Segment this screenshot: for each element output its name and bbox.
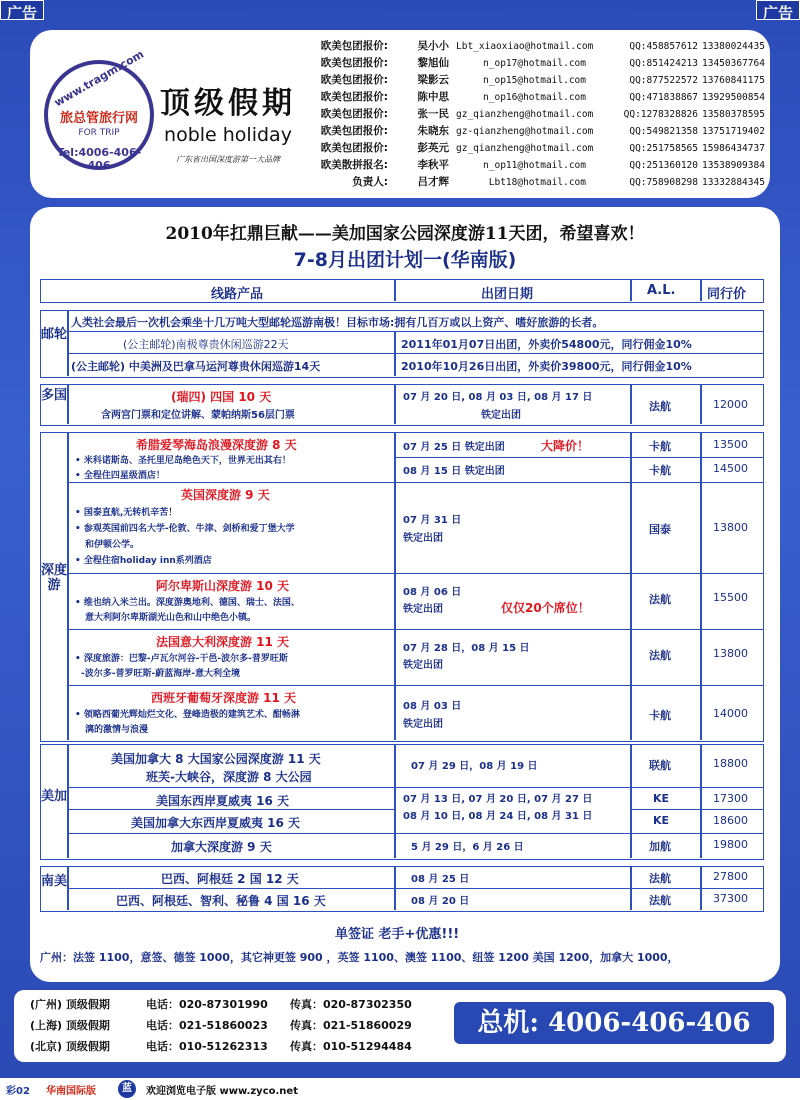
- greece-b2: • 全程住四星级酒店！: [75, 471, 165, 481]
- sp-b1: • 领略西葡光辉灿烂文化、登峰造极的建筑艺术、酣畅淋: [75, 710, 300, 720]
- hotline-banner: 总机: 4006-406-406: [454, 1002, 774, 1044]
- logo-url: www.tragm.com: [51, 47, 147, 110]
- contact-qq: QQ:251758565: [629, 143, 698, 154]
- contact-role: 负责人:: [352, 176, 388, 188]
- alps-note: 仅仅20个席位！: [501, 601, 590, 615]
- contact-email[interactable]: n_op16@hotmail.com: [483, 92, 586, 103]
- uk-d2: 铁定出团: [403, 533, 443, 544]
- sp-b2: 漓的激情与浪漫: [85, 725, 149, 735]
- alps-b1: • 维也纳入米兰出。深度游奥地利、德国、瑞士、法国、: [75, 598, 300, 608]
- logo-badge: [44, 47, 154, 172]
- main-card: [30, 207, 780, 982]
- footer-section: 华南国际版: [46, 1086, 96, 1097]
- contact-row: [298, 157, 768, 174]
- contact-qq: QQ:1278328826: [623, 109, 698, 120]
- contact-role: 欧美包团报价:: [320, 108, 388, 120]
- ad-label-right: 广告: [756, 0, 800, 20]
- contact-phone: 13332884345: [702, 177, 765, 188]
- header-date: 出团日期: [481, 287, 534, 302]
- usca-r1-sub: 班芙-大峡谷，深度游 8 大公园: [146, 770, 312, 784]
- contact-name: 彭英元: [417, 142, 449, 154]
- contact-row: [298, 106, 768, 123]
- visa-title: 单签证 老手+优惠!!!: [335, 927, 460, 942]
- contact-role: 欧美包团报价:: [320, 125, 388, 137]
- contact-email[interactable]: n_op15@hotmail.com: [483, 75, 586, 86]
- brand-cn: 顶级假期: [160, 86, 296, 121]
- usca-r4-name: 加拿大深度游 9 天: [171, 840, 272, 854]
- fi-p: 13800: [713, 647, 748, 660]
- cruise-row2-name: (公主邮轮) 中美洲及巴拿马运河尊贵休闲巡游14天: [71, 360, 321, 373]
- contact-row: [298, 72, 768, 89]
- page-footer: [0, 1078, 800, 1100]
- contact-role: 欧美包团报价:: [320, 57, 388, 69]
- contact-row: [298, 38, 768, 55]
- usca-r1-al: 联航: [649, 759, 671, 772]
- contact-qq: QQ:877522572: [629, 75, 698, 86]
- usca-r4-al: 加航: [649, 840, 671, 853]
- fi-d2: 铁定出团: [403, 660, 443, 671]
- footer-text: 欢迎浏览电子版 www.zyco.net: [146, 1086, 298, 1097]
- contact-name: 梁影云: [417, 74, 449, 86]
- brand: [158, 78, 298, 165]
- contact-qq: QQ:458857612: [629, 41, 698, 52]
- contact-qq: QQ:758908298: [629, 177, 698, 188]
- contact-list: [298, 38, 768, 191]
- contact-email[interactable]: Lbt_xiaoxiao@hotmail.com: [456, 41, 594, 52]
- usca-r3-date: 08 月 10 日, 08 月 24 日, 08 月 31 日: [403, 811, 593, 822]
- alps-p: 15500: [713, 591, 748, 604]
- brand-en: noble holiday: [164, 124, 292, 146]
- contact-phone: 13760841175: [702, 75, 765, 86]
- contact-role: 欧美包团报价:: [320, 40, 388, 52]
- office-sh-tel: 电话：021-51860023: [146, 1019, 268, 1032]
- alps-b2: 意大利阿尔卑斯湖光山色和山中绝色小镇。: [85, 613, 257, 623]
- greece-p1: 13500: [713, 438, 748, 451]
- usca-r2-name: 美国东西岸夏威夷 16 天: [156, 794, 290, 808]
- cat-multi: 多国: [41, 388, 68, 403]
- multi-date: 07 月 20 日, 08 月 03 日, 08 月 17 日: [403, 392, 593, 403]
- brand-slogan: 广东省出国深度游第一大品牌: [176, 155, 280, 164]
- ad-label-left: 广告: [0, 0, 44, 20]
- sam-r1-p: 27800: [713, 870, 748, 883]
- contact-role: 欧美包团报价:: [320, 74, 388, 86]
- office-sh-city: (上海) 顶级假期: [30, 1019, 110, 1032]
- cat-deep: 深度游: [41, 563, 68, 593]
- section-multi: [40, 384, 764, 426]
- contact-name: 陈中思: [417, 91, 449, 103]
- section-usca: [40, 744, 764, 860]
- header-price: 同行价: [707, 287, 747, 302]
- contact-phone: 13380024435: [702, 41, 765, 52]
- sp-al: 卡航: [649, 709, 671, 722]
- sp-d2: 铁定出团: [403, 719, 443, 730]
- contact-qq: QQ:851424213: [629, 58, 698, 69]
- footer-badge: 蓝: [118, 1080, 136, 1098]
- usca-r3-name: 美国加拿大东西岸夏威夷 16 天: [131, 816, 301, 830]
- alps-d1: 08 月 06 日: [403, 587, 462, 598]
- usca-r2-date: 07 月 13 日, 07 月 20 日, 07 月 27 日: [403, 794, 593, 805]
- section-sam: [40, 866, 764, 912]
- multi-name: (瑞四) 四国 10 天: [171, 390, 272, 404]
- contact-phone: 13580378595: [702, 109, 765, 120]
- contact-name: 李秋平: [417, 159, 449, 171]
- cat-usca: 美加: [41, 789, 68, 804]
- contact-row: [298, 140, 768, 157]
- contact-email[interactable]: gz-qianzheng@hotmail.com: [456, 126, 594, 137]
- contact-email[interactable]: gz_qianzheng@hotmail.com: [456, 143, 594, 154]
- uk-b3: 和伊顿公学。: [85, 540, 140, 550]
- fi-d1: 07 月 28 日，08 月 15 日: [403, 643, 530, 654]
- greece-al2: 卡航: [649, 464, 671, 477]
- greece-name: 希腊爱琴海岛浪漫深度游 8 天: [136, 438, 297, 452]
- usca-r2-al: KE: [653, 792, 670, 805]
- usca-r4-p: 19800: [713, 838, 748, 851]
- sam-r1-name: 巴西、阿根廷 2 国 12 天: [161, 872, 299, 886]
- sam-r2-al: 法航: [649, 894, 671, 907]
- greece-note: 大降价！: [541, 439, 590, 453]
- contact-name: 吕才辉: [417, 176, 449, 188]
- office-bj-city: (北京) 顶级假期: [30, 1040, 110, 1053]
- usca-r1-p: 18800: [713, 757, 748, 770]
- usca-r1-name: 美国加拿大 8 大国家公园深度游 11 天: [111, 752, 321, 766]
- contact-email[interactable]: Lbt18@hotmail.com: [488, 177, 586, 188]
- cruise-row1-name: (公主邮轮)南极尊贵休闲巡游22天: [123, 338, 289, 351]
- visa-line: 广州：法签 1100，意签、德签 1000，其它神更签 900 ，英签 1100、澳签 1100、纽签 1200 美国 1200，加拿大 1000，: [40, 951, 679, 964]
- header-product: 线路产品: [211, 287, 264, 302]
- contact-role: 欧美包团报价:: [320, 142, 388, 154]
- office-bj-fax: 传真：010-51294484: [290, 1040, 412, 1053]
- contact-email[interactable]: n_op11@hotmail.com: [483, 160, 586, 171]
- greece-d2: 08 月 15 日 铁定出团: [403, 466, 505, 477]
- office-gz-fax: 传真：020-87302350: [290, 998, 412, 1011]
- uk-b1: • 国泰直航,无转机辛苦！: [75, 508, 178, 518]
- alps-d2: 铁定出团: [403, 604, 443, 615]
- office-gz-tel: 电话：020-87301990: [146, 998, 268, 1011]
- fi-al: 法航: [649, 649, 671, 662]
- contact-phone: 15986434737: [702, 143, 765, 154]
- header-al: A.L.: [647, 283, 676, 298]
- contact-row: [298, 55, 768, 72]
- contact-name: 吴小小: [417, 40, 449, 52]
- alps-name: 阿尔卑斯山深度游 10 天: [156, 579, 290, 593]
- cat-sam: 南美: [41, 874, 68, 889]
- contact-name: 黎旭仙: [417, 57, 449, 69]
- uk-p: 13800: [713, 521, 748, 534]
- sam-r2-p: 37300: [713, 892, 748, 905]
- contact-role: 欧美散拼报名:: [320, 159, 388, 171]
- subheadline: 7-8月出团计划一(华南版): [293, 249, 517, 271]
- fi-b2: -波尔多-普罗旺斯-蔚蓝海岸-意大利全境: [81, 669, 240, 679]
- cruise-banner: 人类社会最后一次机会乘坐十几万吨大型邮轮巡游南极！目标市场:拥有几百万或以上资产、嗜好旅游的长者。: [71, 316, 604, 329]
- contact-role: 欧美包团报价:: [320, 91, 388, 103]
- contact-name: 张一民: [417, 108, 449, 120]
- sam-r2-name: 巴西、阿根廷、智利、秘鲁 4 国 16 天: [116, 894, 326, 908]
- section-deep: [40, 432, 764, 742]
- contact-name: 朱晓东: [417, 125, 449, 137]
- table-header: [40, 279, 764, 303]
- sam-r1-al: 法航: [649, 872, 671, 885]
- contact-email[interactable]: gz_qianzheng@hotmail.com: [456, 109, 594, 120]
- usca-r3-al: KE: [653, 814, 670, 827]
- contact-row: [298, 174, 768, 191]
- uk-b4: • 全程住宿holiday inn系列酒店: [75, 556, 212, 566]
- uk-b2: • 参观英国前四名大学-伦敦、牛津、剑桥和爱丁堡大学: [75, 524, 295, 534]
- greece-al1: 卡航: [649, 440, 671, 453]
- contact-footer: [14, 990, 786, 1062]
- logo-tel: Tel:4006-406-406: [56, 146, 142, 172]
- uk-al: 国泰: [649, 523, 671, 536]
- cruise-row2-info: 2010年10月26日出团，外卖价39800元，同行佣金10%: [401, 360, 692, 373]
- greece-b1: • 米科诺斯岛、圣托里尼岛绝色天下，世界无出其右！: [75, 456, 291, 466]
- usca-r1-date: 07 月 29 日，08 月 19 日: [411, 761, 538, 772]
- sp-name: 西班牙葡萄牙深度游 11 天: [151, 691, 297, 705]
- headline: 2010年扛鼎巨献——美加国家公园深度游11天团，希望喜欢！: [165, 224, 645, 244]
- greece-d1: 07 月 25 日 铁定出团: [403, 442, 505, 453]
- usca-r3-p: 18600: [713, 814, 748, 827]
- office-sh-fax: 传真：021-51860029: [290, 1019, 412, 1032]
- multi-price: 12000: [713, 398, 748, 411]
- contact-phone: 13929500854: [702, 92, 765, 103]
- cruise-row1-info: 2011年01月07日出团，外卖价54800元，同行佣金10%: [401, 338, 692, 351]
- logo-tag: FOR TRIP: [78, 128, 120, 138]
- contact-qq: QQ:471838867: [629, 92, 698, 103]
- section-cruise: [40, 310, 764, 378]
- contact-qq: QQ:549821358: [629, 126, 698, 137]
- sp-d1: 08 月 03 日: [403, 701, 462, 712]
- fi-name: 法国意大利深度游 11 天: [156, 635, 290, 649]
- sam-r2-date: 08 月 20 日: [411, 896, 470, 907]
- contact-row: [298, 123, 768, 140]
- contact-qq: QQ:251360120: [629, 160, 698, 171]
- uk-d1: 07 月 31 日: [403, 515, 462, 526]
- greece-p2: 14500: [713, 462, 748, 475]
- fi-b1: • 深度旅游：巴黎-卢瓦尔河谷-干邑-波尔多-普罗旺斯: [75, 654, 288, 664]
- uk-name: 英国深度游 9 天: [181, 488, 270, 502]
- multi-date2: 铁定出团: [481, 410, 521, 421]
- contact-phone: 13538909384: [702, 160, 765, 171]
- contact-phone: 13751719402: [702, 126, 765, 137]
- usca-r4-date: 5 月 29 日，6 月 26 日: [411, 842, 524, 853]
- header-card: [30, 30, 770, 198]
- usca-r2-p: 17300: [713, 792, 748, 805]
- footer-page: 彩02: [6, 1086, 30, 1097]
- contact-email[interactable]: n_op17@hotmail.com: [483, 58, 586, 69]
- sp-p: 14000: [713, 707, 748, 720]
- logo-name: 旅总管旅行网: [59, 111, 138, 126]
- office-bj-tel: 电话：010-51262313: [146, 1040, 268, 1053]
- contact-phone: 13450367764: [702, 58, 765, 69]
- sam-r1-date: 08 月 25 日: [411, 874, 470, 885]
- contact-row: [298, 89, 768, 106]
- office-gz-city: (广州) 顶级假期: [30, 998, 110, 1011]
- cat-cruise: 邮轮: [41, 327, 68, 342]
- alps-al: 法航: [649, 593, 671, 606]
- multi-desc: 含两宫门票和定位讲解、蒙帕纳斯56层门票: [101, 410, 295, 421]
- multi-al: 法航: [649, 400, 671, 413]
